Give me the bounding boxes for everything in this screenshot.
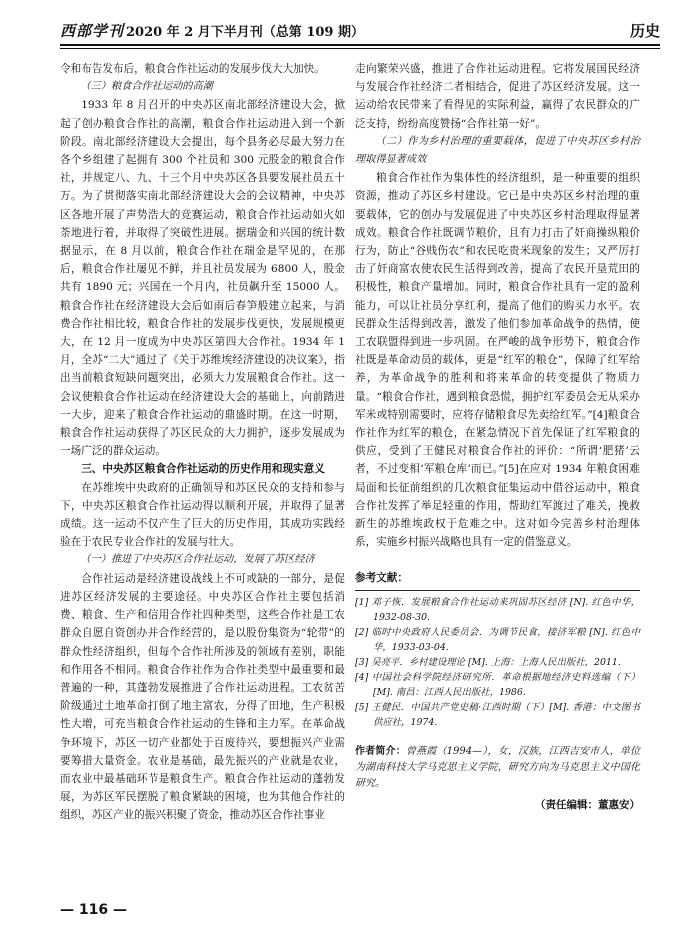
issue-info: 2020 年 2 月下半月刊（总第 109 期） [126, 25, 364, 40]
left-column [60, 60, 345, 825]
paragraph: 令和布告发布后，粮食合作社运动的发展步伐大大加快。 [60, 63, 325, 75]
paragraph: 在苏维埃中央政府的正确领导和苏区民众的支持和参与下，中央苏区粮食合作社运动得以顺利开展，并取得了显著成绩。这一运动不仅产生了巨大的历史作用，其成功实践经验在于农民专业合作社的发展与壮大。 [60, 481, 345, 549]
page-number: — 116 — [60, 902, 127, 918]
right-column [355, 60, 640, 814]
author-bio [355, 744, 640, 792]
reference-item: [4] 中国社会科学院经济研究所．革命根据地经济史料选编（下）[M]. 南昌：江西人民出版社，1986. [355, 671, 640, 698]
paragraph: 1933 年 8 月召开的中央苏区南北部经济建设大会，掀起了创办粮食合作社的高潮，粮食合作社运动进入到一个新阶段。南北部经济建设大会提出，每个县务必尽最大努力在各个乡组建了起拥有 300 个社员和 300 元股金的粮食合作社，并规定八、九、十三个月中央苏区各县要发展社员五十万。为了贯彻落实南北部经济建设大会的会议精神，中央苏区各地开展了声势浩大的竞赛运动，粮食合作社运动如火如荼地进行着，并取得了突破性进展。据瑞金和兴国的统计数据显示，在 8 月以前，粮食合作社在瑞金是罕见的，在那后，粮食合作社屡见不鲜，并且社员发展为 6800 人，股金共有 1890 元；兴国在一个月内，社员飙升至 15000 人。粮食合作社在经济建设大会后如雨后春笋般建立起来，与消费合作社相比较，粮食合作社的发展步伐更快，发展规模更大，在 12 月一度成为中央苏区第四大合作社。1934 年 1 月，全苏“二大”通过了《关于苏维埃经济建设的决议案》，指出当前粮食短缺问题突出，必须大力发展粮食合作社。这一会议使粮食合作社运动在经济建设大会的基础上，向前踏进一大步，迎来了粮食合作社运动的鼎盛时期。在这一时期，粮食合作社运动获得了苏区民众的大力拥护，逐步发展成为一场广泛的群众运动。 [60, 99, 345, 458]
subsection-heading: （三）粮食合作社运动的高潮 [80, 81, 213, 93]
reference-item: [3] 吴亮平．乡村建设理论 [M]. 上海：上海人民出版社，2011. [355, 656, 621, 668]
paragraph: 粮食合作社作为集体性的经济组织，是一种重要的组织资源，推动了苏区乡村建设。它已是中央苏区乡村治理的重要载体，它的创办与发展促进了中央苏区乡村治理取得显著成效。粮食合作社既调节粮价，且有力打击了奸商操纵粮价行为，防止“谷贱伤农”和农民吃贵米现象的发生；又严厉打击了奸商富农使农民生活得到改善，提高了农民开垦荒田的积极性，粮食产量增加。同时，粮食合作社具有一定的盈利能力，可以让社员分享红利，提高了他们的购买力水平。农民群众生活得到改善，激发了他们参加革命战争的热情，使工农联盟得到进一步巩固。在严峻的战争形势下，粮食合作社既是革命动员的载体，更是“红军的粮仓”，保障了红军给养，为革命战争的胜利和将来革命的转变提供了物质力量。“粮食合作社，遇到粮食恐慌，拥护红军委员会无从采办军米或特别需要时，应将存储粮食尽先卖给红军。”[4]粮食合作社作为红军的粮仓，在紧急情况下首先保证了红军粮食的供应，受到了王健民对粮食合作社的评价：“所谓‘肥猪’云者，不过变相‘军粮仓库’而已。”[5]在应对 1934 年粮食困难局面和长征前组织的几次粮食征集运动中借谷运动中，粮食合作社发挥了举足轻重的作用，帮助红军渡过了难关，挽救新生的苏维埃政权于危难之中。这对如今完善乡村治理体系，实施乡村振兴战略也具有一定的借鉴意义。 [355, 172, 640, 549]
paragraph: 走向繁荣兴盛，推进了合作社运动进程。它将发展国民经济与发展合作社经济二者相结合，促进了苏区经济发展。这一运动给农民带来了看得见的实际利益，赢得了农民群众的广泛支持，纷纷高度赞扬“合作社第一好”。 [355, 63, 640, 130]
author-bio-label: 作者简介： [355, 745, 406, 757]
responsible-editor: （责任编辑：董惠安） [535, 798, 640, 811]
subsection-heading: （二）作为乡村治理的重要载体，促进了中央苏区乡村治理取得显著成效 [355, 135, 640, 166]
page-header [60, 14, 660, 50]
header-rule-thin [60, 48, 660, 49]
author-bio-text: 曾燕霞（1994—），女，汉族，江西吉安市人，单位为湖南科技大学马克思主义学院，研究方向为马克思主义中国化研究。 [355, 745, 641, 789]
references-divider [355, 590, 640, 591]
reference-item: [5] 王健民．中国共产党史稿·江西时期（下）[M]. 香港：中文图书供应社，1974. [355, 701, 640, 728]
reference-item: [2] 临时中央政府人民委员会．为调节民食，接济军粮 [N]. 红色中华，1933-03-04. [355, 626, 640, 653]
references-title: 参考文献： [355, 572, 408, 585]
paragraph: 合作社运动是经济建设战线上不可或缺的一部分，是促进苏区经济发展的主要途径。中央苏区合作社主要包括消费、粮食、生产和信用合作社四种类型，这些合作社是工农群众自愿自资创办并合作经营的，是以股份集资为“轮带”的群众性经济组织，但每个合作社所涉及的领域有差别，职能和作用各不相同。粮食合作社作为合作社类型中最重要和最普遍的一种，其蓬勃发展推进了合作社运动进程。工农贫苦阶级通过土地革命打倒了地主富农，分得了田地，生产积极性大增，可充当粮食合作社运动的生锋和主力军。在革命战争环境下，苏区一切产业都处于百废待兴，要想振兴产业需要筹措大量资金。农业是基础，最先振兴的产业就是农业，而农业中最基础环节是粮食生产。粮食合作社运动的蓬勃发展，为苏区军民摆脱了粮食紧缺的困境，也为其他合作社的组织，苏区产业的振兴积聚了资金，推动苏区合作社事业 [60, 572, 345, 822]
reference-item: [1] 邓子恢．发展粮食合作社运动来巩固苏区经济 [N]. 红色中华，1932-08-30. [355, 596, 640, 623]
header-rule-thick [60, 44, 660, 46]
journal-logo: 西部学刊 [60, 22, 125, 40]
section-heading: 三、中央苏区粮食合作社运动的历史作用和现实意义 [81, 463, 325, 476]
section-title: 历史 [629, 22, 660, 40]
subsection-heading: （一）推进了中央苏区合作社运动，发展了苏区经济 [80, 554, 315, 566]
